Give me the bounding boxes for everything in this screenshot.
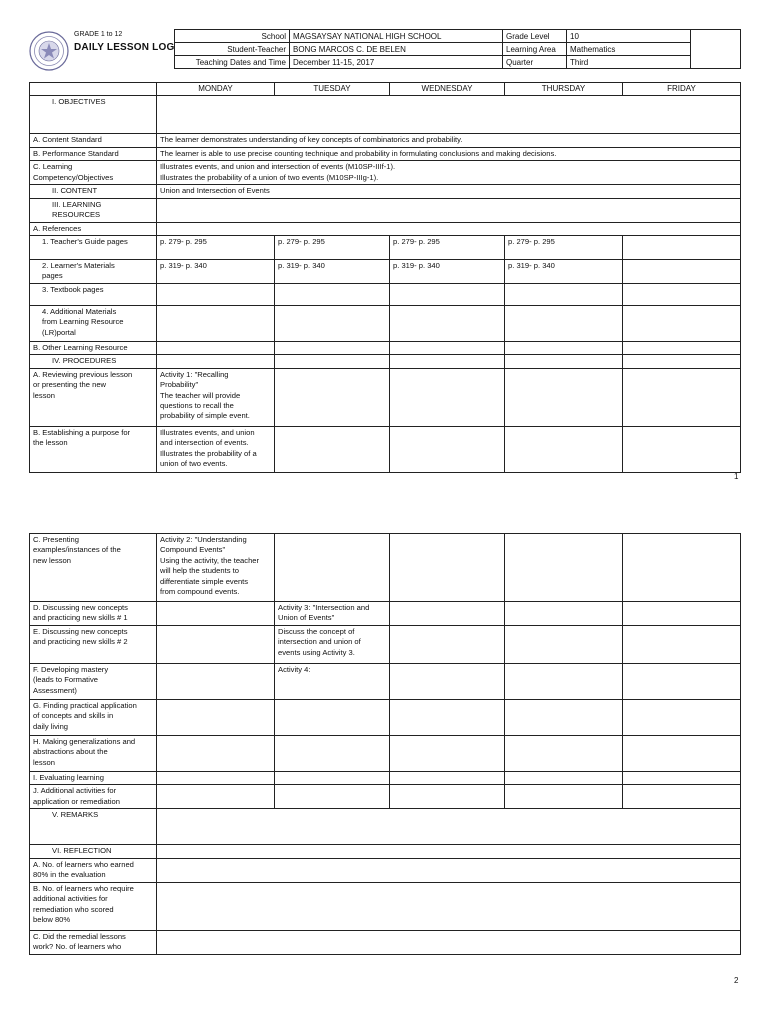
cell bbox=[505, 426, 623, 472]
cell bbox=[390, 534, 505, 602]
lm-pages-thursday: p. 319- p. 340 bbox=[505, 260, 623, 284]
reflection-b-label: B. No. of learners who require additional activities for remediation who scored below 80% bbox=[30, 882, 157, 930]
cell bbox=[623, 700, 741, 736]
tg-pages-friday bbox=[623, 236, 741, 260]
cell bbox=[157, 284, 275, 306]
page-1 bbox=[0, 0, 768, 490]
tg-pages-monday: p. 279- p. 295 bbox=[157, 236, 275, 260]
proc-c-monday: Activity 2: "Understanding Compound Events" Using the activity, the teacher will help the students to differentiate simple events from compound events. bbox=[157, 534, 275, 602]
cell bbox=[275, 368, 390, 426]
learning-area-label: Learning Area bbox=[503, 43, 567, 56]
performance-standard-value: The learner is able to use precise counting technique and probability in formulating conclusions and making decisions. bbox=[157, 147, 741, 160]
proc-h-label: H. Making generalizations and abstractions about the lesson bbox=[30, 736, 157, 772]
content-label: II. CONTENT bbox=[30, 185, 157, 198]
student-teacher-label: Student-Teacher bbox=[175, 43, 290, 56]
proc-j-label: J. Additional activities for application or remediation bbox=[30, 785, 157, 809]
proc-f-label: F. Developing mastery (leads to Formative Assessment) bbox=[30, 664, 157, 700]
cell bbox=[157, 700, 275, 736]
cell bbox=[275, 306, 390, 342]
grade-range: GRADE 1 to 12 bbox=[74, 31, 123, 38]
cell bbox=[505, 306, 623, 342]
cell bbox=[390, 284, 505, 306]
performance-standard-label: B. Performance Standard bbox=[30, 147, 157, 160]
proc-f-tuesday: Activity 4: bbox=[275, 664, 390, 700]
cell bbox=[275, 700, 390, 736]
grade-level-label: Grade Level bbox=[503, 30, 567, 43]
teaching-dates-value: December 11-15, 2017 bbox=[290, 56, 503, 69]
proc-e-tuesday: Discuss the concept of intersection and union of events using Activity 3. bbox=[275, 626, 390, 664]
cell bbox=[390, 426, 505, 472]
cell bbox=[157, 355, 275, 368]
cell bbox=[275, 772, 390, 785]
cell bbox=[623, 664, 741, 700]
proc-a-monday: Activity 1: "Recalling Probability" The teacher will provide questions to recall the probability of simple event. bbox=[157, 368, 275, 426]
other-resource-label: B. Other Learning Resource bbox=[30, 342, 157, 355]
cell bbox=[505, 785, 623, 809]
content-standard-label: A. Content Standard bbox=[30, 134, 157, 147]
cell bbox=[390, 664, 505, 700]
cell bbox=[390, 368, 505, 426]
cell bbox=[157, 736, 275, 772]
grade-level-value: 10 bbox=[567, 30, 691, 43]
cell bbox=[505, 534, 623, 602]
cell bbox=[157, 602, 275, 626]
cell bbox=[623, 342, 741, 355]
cell bbox=[390, 772, 505, 785]
reflection-b-cell bbox=[157, 882, 741, 930]
cell bbox=[157, 664, 275, 700]
procedures-heading: IV. PROCEDURES bbox=[30, 355, 157, 368]
page-number-2: 2 bbox=[734, 976, 739, 985]
proc-b-label: B. Establishing a purpose for the lesson bbox=[30, 426, 157, 472]
cell bbox=[505, 342, 623, 355]
cell bbox=[390, 736, 505, 772]
cell bbox=[275, 355, 390, 368]
remarks-cell bbox=[157, 809, 741, 845]
tg-pages-tuesday: p. 279- p. 295 bbox=[275, 236, 390, 260]
cell bbox=[157, 342, 275, 355]
cell bbox=[505, 368, 623, 426]
additional-materials-label: 4. Additional Materials from Learning Resource (LR)portal bbox=[30, 306, 157, 342]
cell bbox=[275, 736, 390, 772]
cell bbox=[623, 736, 741, 772]
learning-resources-cell bbox=[157, 198, 741, 222]
competency-label: C. Learning Competency/Objectives bbox=[30, 161, 157, 185]
school-value: MAGSAYSAY NATIONAL HIGH SCHOOL bbox=[290, 30, 503, 43]
lm-pages-tuesday: p. 319- p. 340 bbox=[275, 260, 390, 284]
day-header-friday: FRIDAY bbox=[623, 83, 741, 96]
learners-materials-label: 2. Learner's Materials pages bbox=[30, 260, 157, 284]
cell bbox=[623, 284, 741, 306]
day-header-monday: MONDAY bbox=[157, 83, 275, 96]
quarter-value: Third bbox=[567, 56, 691, 69]
cell bbox=[390, 342, 505, 355]
cell bbox=[505, 355, 623, 368]
lm-pages-monday: p. 319- p. 340 bbox=[157, 260, 275, 284]
proc-a-label: A. Reviewing previous lesson or presenting the new lesson bbox=[30, 368, 157, 426]
reflection-cell bbox=[157, 845, 741, 858]
deped-seal-logo bbox=[29, 31, 69, 71]
references-cell bbox=[157, 222, 741, 235]
cell bbox=[390, 355, 505, 368]
page-number-1: 1 bbox=[734, 472, 739, 481]
cell bbox=[275, 342, 390, 355]
cell bbox=[390, 785, 505, 809]
day-header-wednesday: WEDNESDAY bbox=[390, 83, 505, 96]
day-header-tuesday: TUESDAY bbox=[275, 83, 390, 96]
proc-b-monday: Illustrates events, and union and intersection of events. Illustrates the probability of a union of two events. bbox=[157, 426, 275, 472]
proc-g-label: G. Finding practical application of concepts and skills in daily living bbox=[30, 700, 157, 736]
learning-resources-heading: III. LEARNING RESOURCES bbox=[30, 198, 157, 222]
cell bbox=[505, 736, 623, 772]
learning-area-value: Mathematics bbox=[567, 43, 691, 56]
cell bbox=[623, 534, 741, 602]
day-header-thursday: THURSDAY bbox=[505, 83, 623, 96]
reflection-c-label: C. Did the remedial lessons work? No. of learners who bbox=[30, 930, 157, 954]
cell bbox=[275, 534, 390, 602]
cell bbox=[623, 355, 741, 368]
content-value: Union and Intersection of Events bbox=[157, 185, 741, 198]
header-info-table bbox=[174, 29, 741, 69]
textbook-label: 3. Textbook pages bbox=[30, 284, 157, 306]
cell bbox=[623, 626, 741, 664]
cell bbox=[390, 306, 505, 342]
lesson-log-table-page-1 bbox=[29, 82, 741, 473]
cell bbox=[390, 700, 505, 736]
proc-d-label: D. Discussing new concepts and practicing new skills # 1 bbox=[30, 602, 157, 626]
cell bbox=[390, 602, 505, 626]
cell bbox=[505, 772, 623, 785]
lm-pages-friday bbox=[623, 260, 741, 284]
objectives-heading: I. OBJECTIVES bbox=[30, 96, 157, 134]
page-2 bbox=[0, 500, 768, 1024]
cell bbox=[390, 626, 505, 664]
cell bbox=[275, 426, 390, 472]
proc-i-label: I. Evaluating learning bbox=[30, 772, 157, 785]
student-teacher-value: BONG MARCOS C. DE BELEN bbox=[290, 43, 503, 56]
cell bbox=[505, 602, 623, 626]
cell bbox=[623, 306, 741, 342]
references-label: A. References bbox=[30, 222, 157, 235]
content-standard-value: The learner demonstrates understanding of key concepts of combinatorics and probability. bbox=[157, 134, 741, 147]
lesson-log-table-page-2 bbox=[29, 533, 741, 955]
objectives-cell bbox=[157, 96, 741, 134]
reflection-heading: VI. REFLECTION bbox=[30, 845, 157, 858]
cell bbox=[623, 368, 741, 426]
teachers-guide-label: 1. Teacher's Guide pages bbox=[30, 236, 157, 260]
reflection-a-label: A. No. of learners who earned 80% in the evaluation bbox=[30, 858, 157, 882]
cell bbox=[157, 306, 275, 342]
cell bbox=[157, 772, 275, 785]
cell bbox=[505, 664, 623, 700]
cell bbox=[157, 785, 275, 809]
proc-c-label: C. Presenting examples/instances of the new lesson bbox=[30, 534, 157, 602]
school-label: School bbox=[175, 30, 290, 43]
cell bbox=[623, 772, 741, 785]
cell bbox=[505, 626, 623, 664]
document-title: DAILY LESSON LOG bbox=[74, 42, 175, 53]
cell bbox=[505, 284, 623, 306]
reflection-c-cell bbox=[157, 930, 741, 954]
cell bbox=[623, 785, 741, 809]
proc-d-tuesday: Activity 3: "Intersection and Union of Events" bbox=[275, 602, 390, 626]
cell bbox=[275, 284, 390, 306]
day-header-blank bbox=[30, 83, 157, 96]
teaching-dates-label: Teaching Dates and Time bbox=[175, 56, 290, 69]
cell bbox=[623, 602, 741, 626]
cell bbox=[275, 785, 390, 809]
reflection-a-cell bbox=[157, 858, 741, 882]
header-blank-cell bbox=[691, 30, 741, 69]
tg-pages-thursday: p. 279- p. 295 bbox=[505, 236, 623, 260]
quarter-label: Quarter bbox=[503, 56, 567, 69]
proc-e-label: E. Discussing new concepts and practicing new skills # 2 bbox=[30, 626, 157, 664]
cell bbox=[623, 426, 741, 472]
cell bbox=[505, 700, 623, 736]
tg-pages-wednesday: p. 279- p. 295 bbox=[390, 236, 505, 260]
lm-pages-wednesday: p. 319- p. 340 bbox=[390, 260, 505, 284]
competency-value: Illustrates events, and union and intersection of events (M10SP-IIIf-1). Illustrates the probability of a union of two events (M10SP-IIIg-1). bbox=[157, 161, 741, 185]
remarks-heading: V. REMARKS bbox=[30, 809, 157, 845]
cell bbox=[157, 626, 275, 664]
